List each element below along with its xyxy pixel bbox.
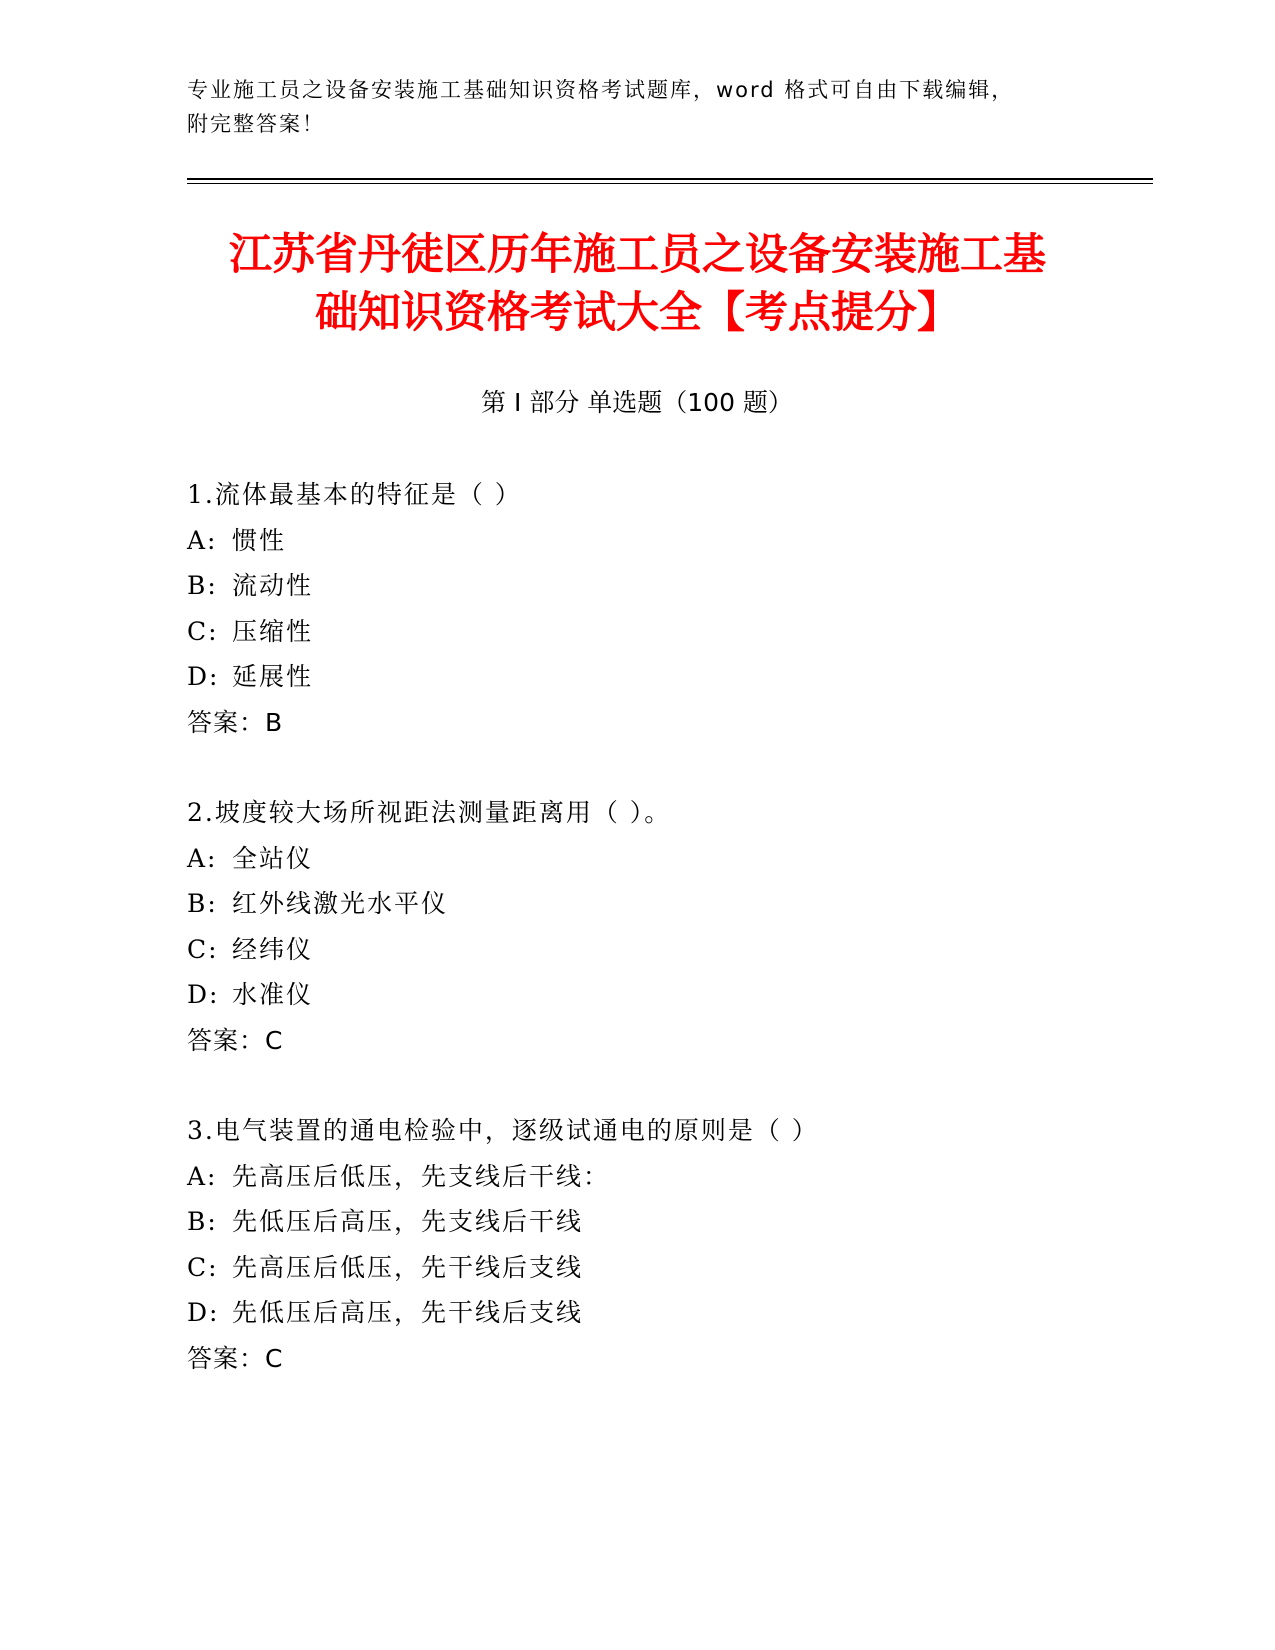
answer-text: 答案：C [187, 1343, 284, 1373]
option-key: B: [187, 889, 218, 918]
option-c [187, 609, 1087, 655]
question-text: 2.坡度较大场所视距法测量距离用（ ）。 [187, 798, 672, 827]
option-text: 先低压后高压，先干线后支线 [232, 1298, 584, 1327]
option-key: A: [187, 525, 218, 555]
header-note-line-1: 专业施工员之设备安装施工基础知识资格考试题库，word 格式可自由下载编辑， [187, 78, 1015, 102]
option-key: C: [187, 616, 219, 646]
question-item [187, 1108, 1087, 1381]
document-title-line-1: 江苏省丹徒区历年施工员之设备安装施工基 [229, 230, 1046, 280]
option-text: 先高压后低压，先支线后干线： [232, 1161, 611, 1191]
document-title-line-2: 础知识资格考试大全【考点提分】 [315, 288, 960, 338]
option-b [187, 881, 1087, 927]
option-text: 延展性 [232, 662, 314, 691]
option-key: A: [187, 1161, 218, 1191]
option-key: D: [187, 980, 220, 1009]
question-item [187, 472, 1087, 745]
option-key: B: [187, 1207, 218, 1236]
option-text: 红外线激光水平仪 [232, 889, 449, 918]
option-key: C: [187, 934, 219, 964]
question-list [187, 472, 1087, 1426]
section-title: 第 I 部分 单选题（100 题） [481, 388, 793, 417]
option-text: 压缩性 [232, 616, 314, 646]
option-text: 先高压后低压，先干线后支线 [232, 1252, 584, 1282]
option-d [187, 654, 1087, 700]
document-title [150, 226, 1125, 342]
question-text: 3.电气装置的通电检验中，逐级试通电的原则是（ ） [187, 1116, 819, 1145]
option-b [187, 563, 1087, 609]
option-a [187, 836, 1087, 882]
question-text: 1.流体最基本的特征是（ ） [187, 480, 522, 509]
option-d [187, 972, 1087, 1018]
option-a [187, 518, 1087, 564]
option-c [187, 1245, 1087, 1291]
option-key: D: [187, 1298, 220, 1327]
option-text: 惯性 [232, 525, 287, 555]
header-note [187, 73, 1067, 141]
option-text: 先低压后高压，先支线后干线 [232, 1207, 584, 1236]
option-key: A: [187, 843, 218, 873]
header-divider-thick [187, 178, 1153, 180]
option-text: 经纬仪 [232, 934, 314, 964]
option-key: D: [187, 662, 220, 691]
option-text: 全站仪 [232, 843, 314, 873]
answer-text: 答案：C [187, 1025, 284, 1055]
header-note-line-2: 附完整答案！ [187, 112, 325, 136]
option-key: B: [187, 571, 218, 600]
option-a [187, 1154, 1087, 1200]
option-text: 水准仪 [232, 980, 314, 1009]
option-d [187, 1290, 1087, 1336]
option-key: C: [187, 1252, 219, 1282]
option-text: 流动性 [232, 571, 314, 600]
option-b [187, 1199, 1087, 1245]
header-divider-thin [187, 183, 1153, 184]
answer-text: 答案：B [187, 707, 284, 737]
question-item [187, 790, 1087, 1063]
option-c [187, 927, 1087, 973]
